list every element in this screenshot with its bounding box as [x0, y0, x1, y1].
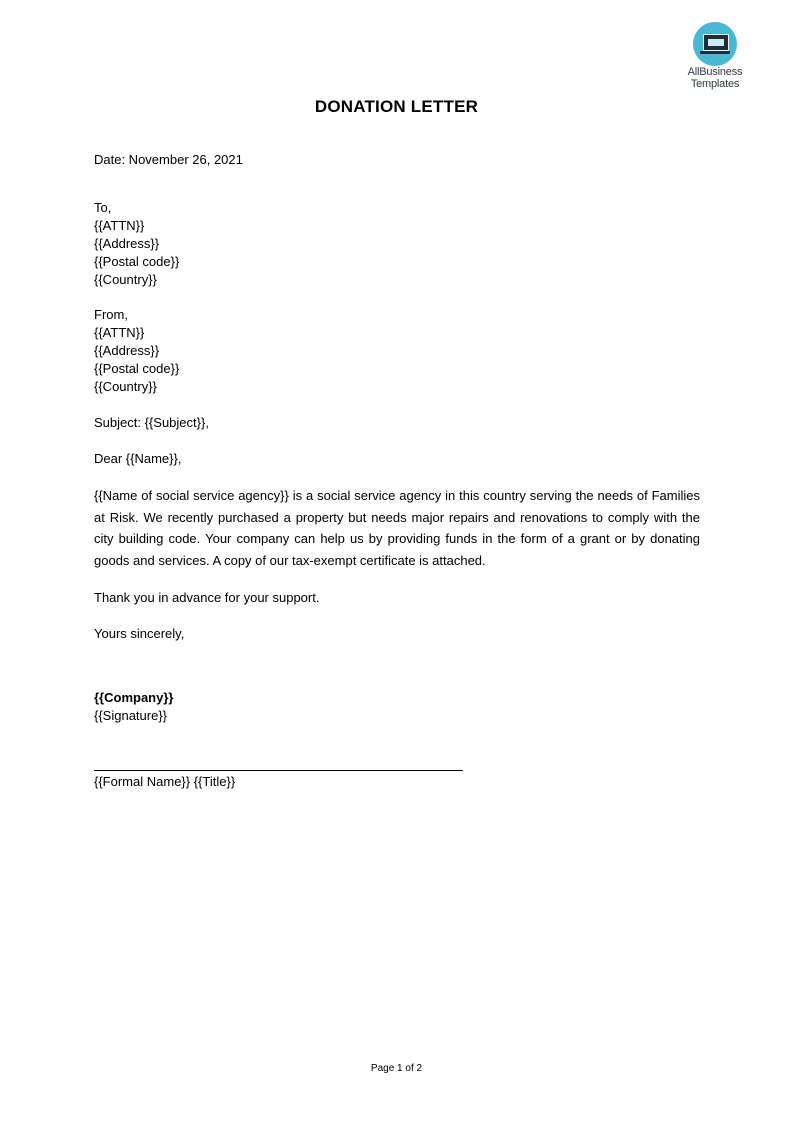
formal-name-title: {{Formal Name}} {{Title}} [94, 774, 236, 789]
logo-text-line1: AllBusiness [687, 66, 743, 78]
subject-line: Subject: {{Subject}}, [94, 415, 209, 430]
thanks-line: Thank you in advance for your support. [94, 590, 320, 605]
sender-heading: From, [94, 307, 128, 322]
page-number: Page 1 of 2 [370, 1063, 423, 1074]
sender-address: {{Address}} [94, 343, 160, 358]
recipient-country: {{Country}} [94, 272, 157, 287]
recipient-attn: {{ATTN}} [94, 218, 145, 233]
recipient-heading: To, [94, 200, 112, 215]
allbusiness-templates-logo [680, 22, 750, 90]
sender-block [94, 306, 700, 396]
laptop-icon [693, 22, 737, 66]
recipient-postal-code: {{Postal code}} [94, 254, 180, 269]
closing-line: Yours sincerely, [94, 626, 185, 641]
company-name: {{Company}} [94, 690, 174, 705]
logo-text-line2: Templates [690, 78, 740, 90]
recipient-address: {{Address}} [94, 236, 160, 251]
sender-attn: {{ATTN}} [94, 325, 145, 340]
document-title: DONATION LETTER [314, 97, 479, 116]
sender-postal-code: {{Postal code}} [94, 361, 180, 376]
sender-country: {{Country}} [94, 379, 157, 394]
signature-line [94, 770, 463, 771]
recipient-block [94, 199, 700, 289]
salutation: Dear {{Name}}, [94, 451, 182, 466]
date-line: Date: November 26, 2021 [94, 152, 243, 167]
body-paragraph: {{Name of social service agency}} is a social service agency in this country serving the needs of Families at Risk. We recently purchased a property but needs major repairs and renovations to comply with the city building code. Your company can help us by providing funds in the form of a grant or by donating goods and services. A copy of our tax-exempt certificate is attached. [94, 488, 700, 568]
signature-placeholder: {{Signature}} [94, 708, 168, 723]
